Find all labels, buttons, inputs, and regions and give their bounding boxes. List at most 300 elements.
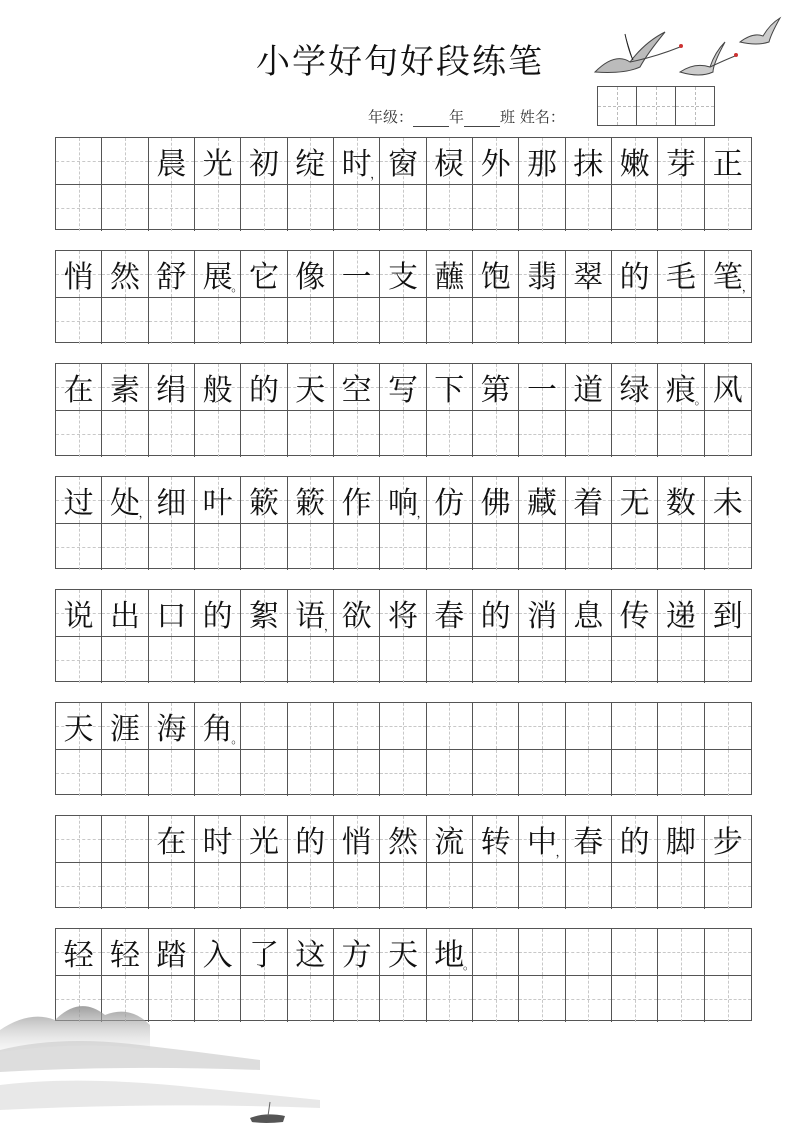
grid-cell	[195, 590, 241, 636]
writing-cell[interactable]	[473, 863, 519, 909]
grid-cell	[658, 251, 704, 297]
grid-cell	[658, 477, 704, 523]
writing-cell[interactable]	[473, 411, 519, 457]
character: 悄	[63, 260, 94, 295]
character: 然	[109, 260, 140, 295]
character: 步	[712, 825, 743, 860]
character: 绢	[156, 373, 187, 408]
writing-cell[interactable]	[705, 750, 751, 796]
character: 初	[248, 147, 279, 182]
grid-cell	[241, 703, 287, 749]
writing-cell[interactable]	[334, 298, 380, 344]
writing-cell[interactable]	[658, 637, 704, 683]
character: 响	[387, 486, 418, 521]
character: 无	[619, 486, 650, 521]
writing-cell[interactable]	[473, 637, 519, 683]
practice-row	[55, 702, 752, 795]
writing-cell[interactable]	[612, 524, 658, 570]
writing-cell[interactable]	[102, 524, 148, 570]
writing-cell[interactable]	[705, 637, 751, 683]
character: 绽	[295, 147, 326, 182]
writing-cell[interactable]	[288, 524, 334, 570]
writing-cell[interactable]	[288, 863, 334, 909]
grid-cell	[519, 138, 565, 184]
writing-cell[interactable]	[102, 863, 148, 909]
writing-cell[interactable]	[566, 637, 612, 683]
grid-cell	[334, 816, 380, 862]
writing-cell[interactable]	[473, 750, 519, 796]
grid-cell	[288, 703, 334, 749]
grid-cell	[519, 929, 565, 975]
writing-cell[interactable]	[149, 637, 195, 683]
writing-cell[interactable]	[658, 185, 704, 231]
writing-cell[interactable]	[612, 298, 658, 344]
character: 涯	[109, 712, 140, 747]
grid-cell	[56, 251, 102, 297]
grid-cell	[473, 364, 519, 410]
writing-cell[interactable]	[288, 637, 334, 683]
grid-cell	[334, 590, 380, 636]
writing-cell[interactable]	[612, 863, 658, 909]
punctuation-mark: ，	[555, 845, 568, 859]
character: 展	[202, 260, 233, 295]
grid-cell	[102, 929, 148, 975]
grid-cell	[102, 477, 151, 523]
writing-cell[interactable]	[102, 637, 148, 683]
grid-cell	[195, 364, 241, 410]
grid-cell	[519, 590, 565, 636]
grid-cell	[705, 590, 751, 636]
practice-row	[55, 476, 752, 569]
text-cells	[56, 477, 751, 524]
character: 在	[63, 373, 94, 408]
character: 写	[387, 373, 418, 408]
grid-cell	[149, 477, 195, 523]
writing-cell[interactable]	[102, 185, 148, 231]
character: 口	[156, 599, 187, 634]
writing-cell[interactable]	[427, 863, 473, 909]
character: 了	[248, 938, 279, 973]
page-title: 小学好句好段练笔	[256, 42, 544, 82]
grid-cell	[380, 929, 426, 975]
punctuation-mark: ，	[370, 167, 383, 181]
writing-cell[interactable]	[288, 185, 334, 231]
writing-cell[interactable]	[519, 637, 565, 683]
character: 第	[480, 373, 511, 408]
grid-cell	[149, 590, 195, 636]
writing-cell[interactable]	[612, 750, 658, 796]
writing-cell[interactable]	[566, 185, 612, 231]
practice-cells	[56, 637, 751, 683]
character: 外	[480, 147, 511, 182]
character: 簌	[295, 486, 326, 521]
character: 方	[341, 938, 372, 973]
student-info	[368, 106, 565, 127]
writing-cell[interactable]	[56, 524, 102, 570]
writing-cell[interactable]	[519, 524, 565, 570]
character: 春	[573, 825, 604, 860]
grid-cell	[56, 929, 102, 975]
writing-cell[interactable]	[380, 976, 426, 1022]
character: 然	[387, 825, 418, 860]
writing-cell[interactable]	[288, 750, 334, 796]
text-cells	[56, 816, 751, 863]
writing-cell[interactable]	[705, 185, 751, 231]
grid-cell	[288, 477, 334, 523]
grid-cell	[427, 816, 473, 862]
grid-cell	[241, 816, 287, 862]
character: 过	[63, 486, 94, 521]
punctuation-mark: 。	[231, 280, 244, 294]
writing-cell[interactable]	[380, 524, 426, 570]
writing-cell[interactable]	[380, 750, 426, 796]
writing-cell[interactable]	[519, 750, 565, 796]
practice-row	[55, 137, 752, 230]
writing-cell[interactable]	[473, 185, 519, 231]
character: 轻	[109, 938, 140, 973]
grid-cell	[473, 590, 519, 636]
writing-cell[interactable]	[56, 750, 102, 796]
writing-cell[interactable]	[473, 298, 519, 344]
writing-cell[interactable]	[473, 976, 519, 1022]
writing-cell[interactable]	[566, 750, 612, 796]
writing-cell[interactable]	[195, 637, 241, 683]
writing-cell[interactable]	[658, 863, 704, 909]
grid-cell	[658, 364, 707, 410]
grid-cell	[427, 477, 473, 523]
writing-cell[interactable]	[241, 637, 287, 683]
writing-cell[interactable]	[56, 298, 102, 344]
grid-cell	[195, 703, 244, 749]
grid-cell	[519, 703, 565, 749]
writing-cell[interactable]	[519, 976, 565, 1022]
grid-cell	[149, 364, 195, 410]
grid-cell	[705, 816, 751, 862]
grid-cell	[427, 590, 473, 636]
character: 像	[295, 260, 326, 295]
writing-cell[interactable]	[334, 185, 380, 231]
writing-cell[interactable]	[427, 750, 473, 796]
grid-cell	[149, 703, 195, 749]
grid-cell	[288, 364, 334, 410]
writing-cell[interactable]	[380, 863, 426, 909]
writing-cell[interactable]	[288, 411, 334, 457]
grid-cell	[612, 364, 658, 410]
ink-landscape-icon	[0, 990, 340, 1132]
grid-cell	[195, 251, 244, 297]
writing-cell[interactable]	[473, 524, 519, 570]
grid-cell	[658, 816, 704, 862]
writing-cell[interactable]	[195, 750, 241, 796]
writing-cell[interactable]	[149, 750, 195, 796]
writing-cell[interactable]	[705, 976, 751, 1022]
writing-cell[interactable]	[427, 185, 473, 231]
grid-cell	[380, 816, 426, 862]
character: 出	[109, 599, 140, 634]
writing-cell[interactable]	[380, 637, 426, 683]
character: 素	[109, 373, 140, 408]
character: 天	[63, 712, 94, 747]
writing-cell[interactable]	[241, 185, 287, 231]
text-cells	[56, 590, 751, 637]
character: 仿	[434, 486, 465, 521]
grid-cell	[380, 477, 429, 523]
grid-cell	[334, 477, 380, 523]
writing-cell[interactable]	[241, 863, 287, 909]
writing-cell[interactable]	[380, 185, 426, 231]
character: 角	[202, 712, 233, 747]
writing-cell[interactable]	[658, 524, 704, 570]
text-cells	[56, 364, 751, 411]
grid-cell	[380, 251, 426, 297]
writing-cell[interactable]	[380, 411, 426, 457]
writing-cell[interactable]	[149, 863, 195, 909]
grid-cell	[566, 251, 612, 297]
writing-cell[interactable]	[705, 298, 751, 344]
year-label: 年	[449, 108, 465, 126]
grade-label: 年级：	[368, 108, 414, 126]
writing-cell[interactable]	[566, 976, 612, 1022]
grid-cell	[56, 816, 102, 862]
character: 将	[387, 599, 418, 634]
writing-cell[interactable]	[56, 185, 102, 231]
writing-cell[interactable]	[334, 976, 380, 1022]
writing-cell[interactable]	[195, 298, 241, 344]
grid-cell	[473, 929, 519, 975]
grid-cell	[195, 816, 241, 862]
writing-cell[interactable]	[566, 411, 612, 457]
character: 天	[295, 373, 326, 408]
grid-cell	[612, 703, 658, 749]
character: 光	[248, 825, 279, 860]
grid-cell	[334, 138, 383, 184]
grid-cell	[56, 364, 102, 410]
grid-cell	[566, 364, 612, 410]
grid-cell	[334, 703, 380, 749]
grid-cell	[705, 703, 751, 749]
writing-cell[interactable]	[612, 185, 658, 231]
writing-cell[interactable]	[519, 185, 565, 231]
character: 般	[202, 373, 233, 408]
writing-cell[interactable]	[427, 524, 473, 570]
character: 空	[341, 373, 372, 408]
character: 海	[156, 712, 187, 747]
character: 天	[387, 938, 418, 973]
character: 的	[619, 825, 650, 860]
writing-cell[interactable]	[149, 185, 195, 231]
class-label: 班	[500, 108, 516, 126]
writing-cell[interactable]	[566, 298, 612, 344]
writing-cell[interactable]	[195, 185, 241, 231]
grid-cell	[241, 364, 287, 410]
practice-cells	[56, 411, 751, 457]
grid-cell	[241, 251, 287, 297]
grid-cell	[519, 816, 568, 862]
character: 舒	[156, 260, 187, 295]
writing-cell[interactable]	[288, 298, 334, 344]
character: 处	[109, 486, 140, 521]
writing-cell[interactable]	[380, 298, 426, 344]
grid-cell	[288, 929, 334, 975]
writing-cell[interactable]	[334, 863, 380, 909]
writing-cell[interactable]	[56, 637, 102, 683]
grid-cell	[102, 703, 148, 749]
character: 抹	[573, 147, 604, 182]
writing-cell[interactable]	[195, 411, 241, 457]
grid-cell	[241, 477, 287, 523]
writing-cell[interactable]	[566, 863, 612, 909]
grade-blank[interactable]	[413, 114, 449, 127]
grid-cell	[566, 477, 612, 523]
writing-cell[interactable]	[427, 976, 473, 1022]
grid-cell	[149, 138, 195, 184]
writing-cell[interactable]	[241, 750, 287, 796]
writing-cell[interactable]	[241, 411, 287, 457]
practice-cells	[56, 863, 751, 909]
character: 着	[573, 486, 604, 521]
practice-row	[55, 363, 752, 456]
writing-cell[interactable]	[195, 524, 241, 570]
character: 传	[619, 599, 650, 634]
writing-cell[interactable]	[658, 750, 704, 796]
writing-cell[interactable]	[241, 298, 287, 344]
character: 欲	[341, 599, 372, 634]
character: 那	[526, 147, 557, 182]
class-blank[interactable]	[464, 114, 500, 127]
practice-row	[55, 589, 752, 682]
practice-row	[55, 815, 752, 908]
writing-cell[interactable]	[334, 637, 380, 683]
writing-cell[interactable]	[612, 976, 658, 1022]
writing-cell[interactable]	[519, 863, 565, 909]
writing-cell[interactable]	[612, 637, 658, 683]
grid-cell	[56, 138, 102, 184]
grid-cell	[149, 816, 195, 862]
writing-cell[interactable]	[102, 298, 148, 344]
character: 时	[202, 825, 233, 860]
grid-cell	[427, 929, 473, 975]
grid-cell	[195, 929, 241, 975]
character: 息	[573, 599, 604, 634]
grid-cell	[427, 251, 473, 297]
practice-row	[55, 250, 752, 343]
writing-cell[interactable]	[705, 411, 751, 457]
character: 道	[573, 373, 604, 408]
grid-cell	[56, 477, 102, 523]
character: 轻	[63, 938, 94, 973]
grid-cell	[241, 929, 287, 975]
writing-cell[interactable]	[705, 863, 751, 909]
character: 作	[341, 486, 372, 521]
grid-cell	[612, 929, 658, 975]
writing-cell[interactable]	[658, 411, 704, 457]
text-cells	[56, 251, 754, 298]
character: 嫩	[619, 147, 650, 182]
writing-cell[interactable]	[102, 750, 148, 796]
grid-cell	[566, 703, 612, 749]
writing-cell[interactable]	[612, 411, 658, 457]
character: 窗	[387, 147, 418, 182]
character: 痕	[665, 373, 696, 408]
grid-cell	[427, 364, 473, 410]
writing-cell[interactable]	[56, 411, 102, 457]
grid-cell	[612, 590, 658, 636]
character: 下	[434, 373, 465, 408]
character: 消	[526, 599, 557, 634]
writing-cell[interactable]	[241, 524, 287, 570]
writing-cell[interactable]	[149, 298, 195, 344]
writing-cell[interactable]	[102, 411, 148, 457]
character: 饱	[480, 260, 511, 295]
character: 地	[434, 938, 465, 973]
writing-cell[interactable]	[195, 863, 241, 909]
grid-cell	[102, 364, 148, 410]
writing-cell[interactable]	[519, 298, 565, 344]
writing-cell[interactable]	[149, 411, 195, 457]
punctuation-mark: ，	[323, 619, 336, 633]
character: 一	[526, 373, 557, 408]
character: 絮	[248, 599, 279, 634]
writing-cell[interactable]	[427, 298, 473, 344]
character: 正	[712, 147, 743, 182]
punctuation-mark: ，	[741, 280, 754, 294]
writing-cell[interactable]	[334, 524, 380, 570]
grid-cell	[102, 590, 148, 636]
character: 到	[712, 599, 743, 634]
writing-cell[interactable]	[56, 863, 102, 909]
character: 的	[480, 599, 511, 634]
writing-cell[interactable]	[149, 524, 195, 570]
grid-cell	[473, 703, 519, 749]
character: 簌	[248, 486, 279, 521]
grid-cell	[705, 138, 751, 184]
grid-cell	[473, 251, 519, 297]
writing-cell[interactable]	[566, 524, 612, 570]
grid-cell	[427, 138, 473, 184]
character: 支	[387, 260, 418, 295]
character: 叶	[202, 486, 233, 521]
grid-cell	[566, 929, 612, 975]
writing-cell[interactable]	[658, 298, 704, 344]
writing-cell[interactable]	[658, 976, 704, 1022]
character: 风	[712, 373, 743, 408]
practice-cells	[56, 185, 751, 231]
grid-cell	[612, 816, 658, 862]
cranes-icon	[585, 12, 785, 96]
character: 中	[526, 825, 557, 860]
grid-cell	[473, 477, 519, 523]
writing-cell[interactable]	[427, 411, 473, 457]
name-label: 姓名：	[519, 108, 565, 126]
writing-cell[interactable]	[334, 750, 380, 796]
grid-cell	[705, 477, 751, 523]
grid-cell	[56, 590, 102, 636]
writing-cell[interactable]	[427, 637, 473, 683]
character: 的	[295, 825, 326, 860]
practice-cells	[56, 750, 751, 796]
text-cells	[56, 929, 751, 976]
character: 脚	[665, 825, 696, 860]
writing-cell[interactable]	[519, 411, 565, 457]
grid-cell	[56, 703, 102, 749]
character: 藏	[526, 486, 557, 521]
grid-cell	[380, 138, 426, 184]
text-cells	[56, 138, 751, 185]
practice-cells	[56, 298, 751, 344]
writing-cell[interactable]	[334, 411, 380, 457]
writing-cell[interactable]	[705, 524, 751, 570]
grid-cell	[149, 929, 195, 975]
